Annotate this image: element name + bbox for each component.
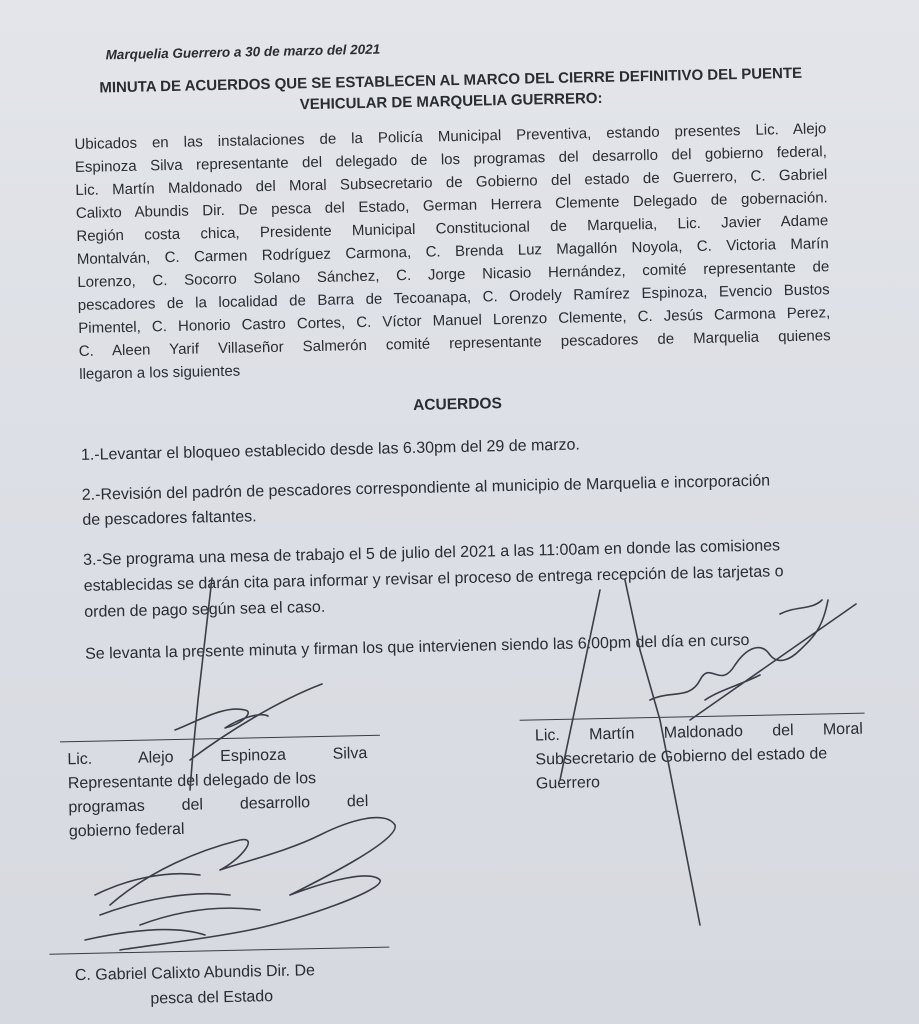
closing-statement: Se levanta la presente minuta y firman los que intervienen siendo las 6:00pm del día en curso [84, 631, 750, 663]
intro-line: Calixto Abundis Dir. De pesca del Estado, German Herrera Clemente Delegado de gobernación. [75, 189, 828, 222]
signer-title-bottom: pesca del Estado [150, 988, 274, 1008]
signature-line-bottom [49, 947, 389, 955]
intro-line: Región costa chica, Presidente Municipal Constitucional de Marquelia, Lic. Javier Adame [76, 212, 829, 245]
signer-title-left: gobierno federal [68, 820, 185, 841]
intro-line: C. Aleen Yarif Villaseñor Salmerón comité representante pescadores de Marquelia quienes [78, 327, 831, 360]
agreements-heading: ACUERDOS [412, 395, 503, 414]
agreement-3-continued: establecidas se darán cita para informar y revisar el proceso de entrega recepción de las tarjetas o [83, 563, 784, 595]
agreement-3: 3.-Se programa una mesa de trabajo el 5 de julio del 2021 a las 11:00am en donde las comisiones [83, 537, 781, 569]
intro-line: pescadores de la localidad de Barra de Tecoanapa, C. Orodely Ramírez Espinoza, Evencio Bustos [77, 281, 830, 314]
signature-line-left [60, 735, 380, 743]
agreement-3-continued: orden de pago según sea el caso. [84, 598, 326, 621]
signer-title-right: Subsecretario de Gobierno del estado de [535, 745, 828, 769]
title-line-1: MINUTA DE ACUERDOS QUE SE ESTABLECEN AL MARCO DEL CIERRE DEFINITIVO DEL PUENTE [99, 64, 803, 97]
intro-line: Lic. Martín Maldonado del Moral Subsecretario de Gobierno del estado de Guerrero, C. Gabriel [75, 166, 828, 199]
signer-title-left: Representante del delegado de los [67, 770, 317, 793]
signer-name-right: Lic. Martín Maldonado del Moral [534, 720, 864, 745]
signer-name-left: Lic. Alejo Espinoza Silva [67, 744, 368, 769]
date-line: Marquelia Guerrero a 30 de marzo del 2021 [105, 41, 381, 63]
title-line-2: VEHICULAR DE MARQUELIA GUERRERO: [299, 89, 603, 114]
intro-line: Lorenzo, C. Socorro Solano Sánchez, C. Jorge Nicasio Hernández, comité representante de [77, 258, 830, 291]
signer-name-bottom: C. Gabriel Calixto Abundis Dir. De [74, 962, 316, 985]
intro-line: llegaron a los siguientes [79, 362, 241, 383]
intro-line: Espinoza Silva representante del delegado de los programas del desarrollo del gobierno federal, [74, 143, 827, 176]
signer-title-right: Guerrero [535, 774, 601, 793]
intro-line: Ubicados en las instalaciones de la Policía Municipal Preventiva, estando presentes Lic. Alejo [74, 120, 827, 153]
signer-title-left: programas del desarrollo del [68, 792, 369, 817]
agreement-2: 2.-Revisión del padrón de pescadores correspondiente al municipio de Marquelia e incorporación [81, 472, 771, 504]
agreement-2-continued: de pescadores faltantes. [82, 508, 257, 529]
intro-line: Pimentel, C. Honorio Castro Cortes, C. Víctor Manuel Lorenzo Clemente, C. Jesús Carmona Perez, [78, 304, 831, 337]
signature-line-right [520, 713, 865, 721]
agreement-1: 1.-Levantar el bloqueo establecido desde las 6.30pm del 29 de marzo. [80, 436, 581, 464]
intro-line: Montalván, C. Carmen Rodríguez Carmona, C. Brenda Luz Magallón Noyola, C. Victoria Marín [76, 235, 829, 268]
